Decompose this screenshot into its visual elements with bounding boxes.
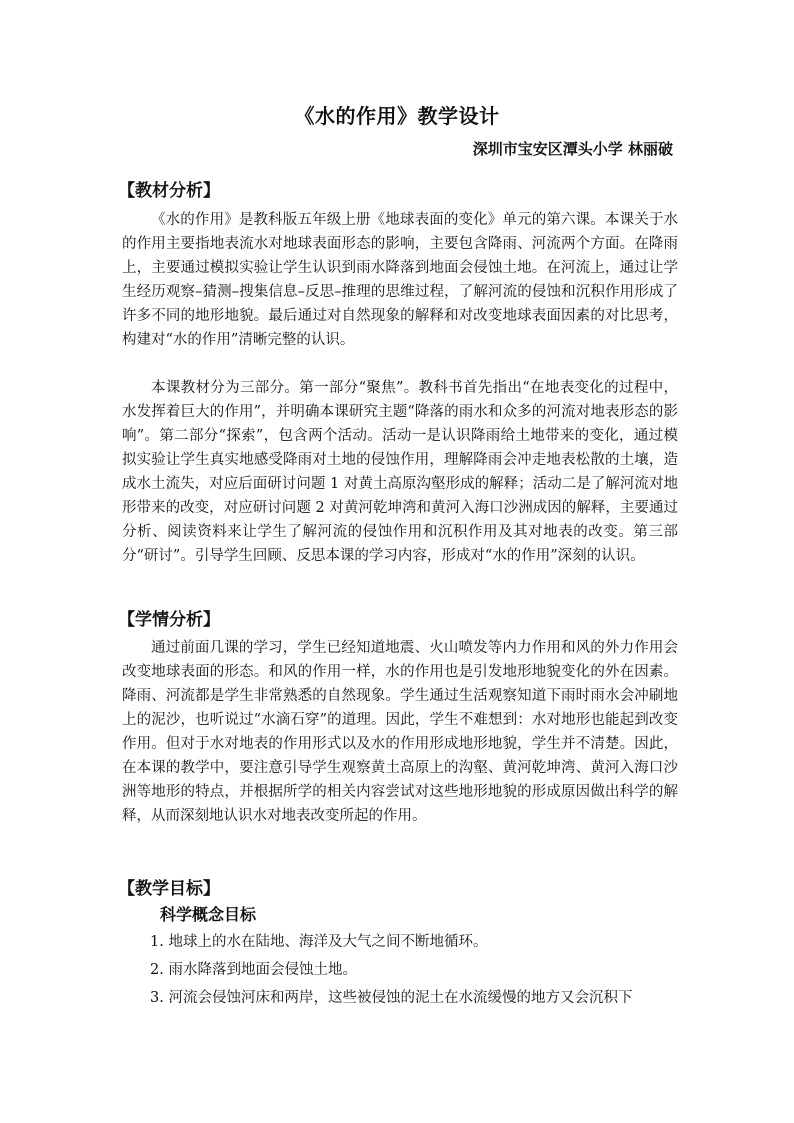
goal-item-1: 1. 地球上的水在陆地、海洋及大气之间不断地循环。 [150, 934, 488, 950]
section-heading-teaching-goals: 【教学目标】 [118, 879, 220, 899]
goal-item-2: 2. 雨水降落到地面会侵蚀土地。 [150, 962, 357, 978]
goal-item-3: 3. 河流会侵蚀河床和两岸，这些被侵蚀的泥土在水流缓慢的地方又会沉积下 [150, 990, 633, 1006]
textbook-analysis-paragraph-2: 本课教材分为三部分。第一部分“聚焦”。教科书首先指出“在地表变化的过程中，水发挥着巨大的作用”，并明确本课研究主题“降落的雨水和众多的河流对地表形态的影响”。第二部分“探索”，包含两个活动。活动一是认识降雨给土地带来的变化，通过模拟实验让学生真实地感受降雨对土地的侵蚀作用，理解降雨会冲走地表松散的土壤，造成水土流失，对应后面研讨问题 1 对黄土高原沟壑形成的解释；活动二是了解河流对地形带来的改变，对应研讨问题 2 对黄河乾坤湾和黄河入海口沙洲成因的解释，主要通过分析、阅读资料来让学生了解河流的侵蚀作用和沉积作用及其对地表的改变。第三部分“研讨”。引导学生回顾、反思本课的学习内容，形成对“水的作用”深刻的认识。 [122, 380, 678, 564]
textbook-analysis-paragraph-1: 《水的作用》是教科版五年级上册《地球表面的变化》单元的第六课。本课关于水的作用主要指地表流水对地球表面形态的影响，主要包含降雨、河流两个方面。在降雨上，主要通过模拟实验让学生认识到雨水降落到地面会侵蚀土地。在河流上，通过让学生经历观察–猜测–搜集信息–反思–推理的思维过程，了解河流的侵蚀和沉积作用形成了许多不同的地形地貌。最后通过对自然现象的解释和对改变地球表面因素的对比思考，构建对“水的作用”清晰完整的认识。 [122, 212, 678, 348]
learner-analysis-paragraph: 通过前面几课的学习，学生已经知道地震、火山喷发等内力作用和风的外力作用会改变地球表面的形态。和风的作用一样，水的作用也是引发地形地貌变化的外在因素。降雨、河流都是学生非常熟悉的自然现象。学生通过生活观察知道下雨时雨水会冲刷地上的泥沙，也听说过“水滴石穿”的道理。因此，学生不难想到：水对地形也能起到改变作用。但对于水对地表的作用形式以及水的作用形成地形地貌，学生并不清楚。因此，在本课的教学中，要注意引导学生观察黄土高原上的沟壑、黄河乾坤湾、黄河入海口沙洲等地形的特点，并根据所学的相关内容尝试对这些地形地貌的形成原因做出科学的解释，从而深刻地认识水对地表改变所起的作用。 [122, 640, 678, 824]
document-title: 《水的作用》教学设计 [294, 104, 500, 128]
section-heading-learner-analysis: 【学情分析】 [118, 610, 220, 630]
section-heading-textbook-analysis: 【教材分析】 [118, 181, 220, 201]
author-line: 深圳市宝安区潭头小学 林丽破 [472, 140, 673, 158]
subheading-science-concept-goals: 科学概念目标 [160, 905, 257, 924]
